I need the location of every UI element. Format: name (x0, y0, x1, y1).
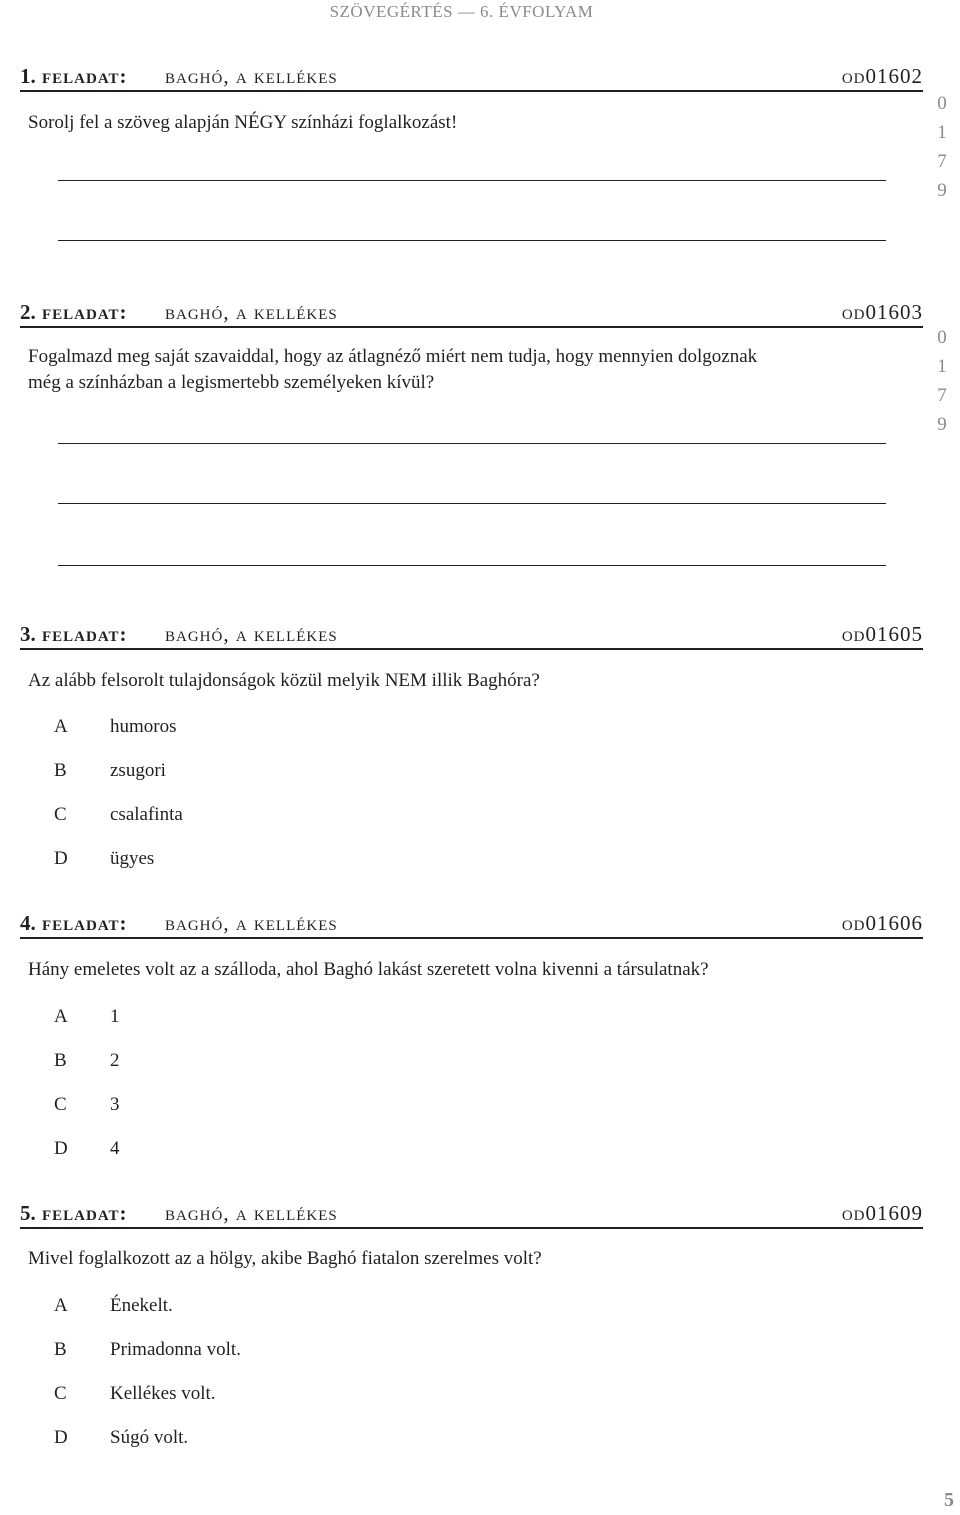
task-number: 5. (20, 1201, 36, 1225)
task-number: 1. (20, 64, 36, 88)
option-text: humoros (110, 716, 177, 737)
task-3-question: Az alább felsorolt tulajdonságok közül melyik NEM illik Baghóra? (28, 670, 540, 691)
option-text: Énekelt. (110, 1295, 173, 1316)
task-1-question: Sorolj fel a szöveg alapján NÉGY színházi foglalkozást! (28, 112, 458, 133)
option-letter: B (54, 1339, 67, 1360)
score-code: 0 (937, 327, 947, 348)
page-number: 5 (944, 1489, 954, 1511)
task-code: od01609 (841, 1201, 923, 1225)
score-code: 0 (937, 93, 947, 114)
task-code: od01605 (841, 622, 923, 646)
task-title: baghó, a kellékes (165, 1201, 338, 1225)
answer-line[interactable] (58, 565, 886, 566)
option-text: 1 (110, 1006, 120, 1027)
option-letter: B (54, 760, 67, 781)
option-text: Primadonna volt. (110, 1339, 241, 1360)
task-2 (20, 300, 923, 328)
task-keyword: feladat: (42, 1201, 128, 1225)
option-letter: C (54, 1094, 67, 1115)
running-head: SZÖVEGÉRTÉS — 6. ÉVFOLYAM (329, 2, 594, 21)
task-5-question: Mivel foglalkozott az a hölgy, akibe Baghó fiatalon szerelmes volt? (28, 1248, 542, 1269)
option-letter: A (54, 1295, 68, 1316)
option-letter: A (54, 1006, 68, 1027)
score-code: 1 (937, 356, 947, 377)
task-number: 2. (20, 300, 36, 324)
task-header (20, 300, 923, 328)
option-letter: D (54, 848, 68, 869)
score-code: 9 (937, 180, 947, 201)
task-title: baghó, a kellékes (165, 300, 338, 324)
task-number: 3. (20, 622, 36, 646)
score-code: 9 (937, 414, 947, 435)
task-header (20, 64, 923, 92)
task-keyword: feladat: (42, 300, 128, 324)
score-code: 1 (937, 122, 947, 143)
task-keyword: feladat: (42, 911, 128, 935)
score-codes (932, 89, 952, 205)
score-code: 7 (937, 151, 947, 172)
score-code: 7 (937, 385, 947, 406)
task-title: baghó, a kellékes (165, 64, 338, 88)
answer-line[interactable] (58, 240, 886, 241)
option-letter: D (54, 1427, 68, 1448)
option-text: ügyes (110, 848, 155, 869)
task-2-question (28, 344, 928, 396)
option-text: 4 (110, 1138, 120, 1159)
score-codes (932, 323, 952, 439)
question-line: Fogalmazd meg saját szavaiddal, hogy az átlagnéző miért nem tudja, hogy mennyien dolgoznak (28, 346, 758, 367)
task-4-question: Hány emeletes volt az a szálloda, ahol Baghó lakást szeretett volna kivenni a társulatnak? (28, 959, 709, 980)
option-letter: C (54, 804, 67, 825)
task-keyword: feladat: (42, 64, 128, 88)
answer-line[interactable] (58, 503, 886, 504)
task-3 (20, 622, 923, 650)
option-text: zsugori (110, 760, 166, 781)
option-text: 2 (110, 1050, 120, 1071)
task-number: 4. (20, 911, 36, 935)
option-letter: B (54, 1050, 67, 1071)
answer-line[interactable] (58, 443, 886, 444)
question-line: még a színházban a legismertebb személyeken kívül? (28, 372, 435, 393)
option-text: 3 (110, 1094, 120, 1115)
task-4 (20, 911, 923, 939)
task-5 (20, 1201, 923, 1229)
option-letter: A (54, 716, 68, 737)
task-code: od01603 (841, 300, 923, 324)
answer-line[interactable] (58, 180, 886, 181)
task-title: baghó, a kellékes (165, 911, 338, 935)
option-text: csalafinta (110, 804, 183, 825)
task-header (20, 622, 923, 650)
option-letter: C (54, 1383, 67, 1404)
task-code: od01606 (841, 911, 923, 935)
option-text: Kellékes volt. (110, 1383, 216, 1404)
task-code: od01602 (841, 64, 923, 88)
task-keyword: feladat: (42, 622, 128, 646)
option-letter: D (54, 1138, 68, 1159)
task-title: baghó, a kellékes (165, 622, 338, 646)
task-header (20, 1201, 923, 1229)
option-text: Súgó volt. (110, 1427, 189, 1448)
task-header (20, 911, 923, 939)
task-1 (20, 64, 923, 92)
